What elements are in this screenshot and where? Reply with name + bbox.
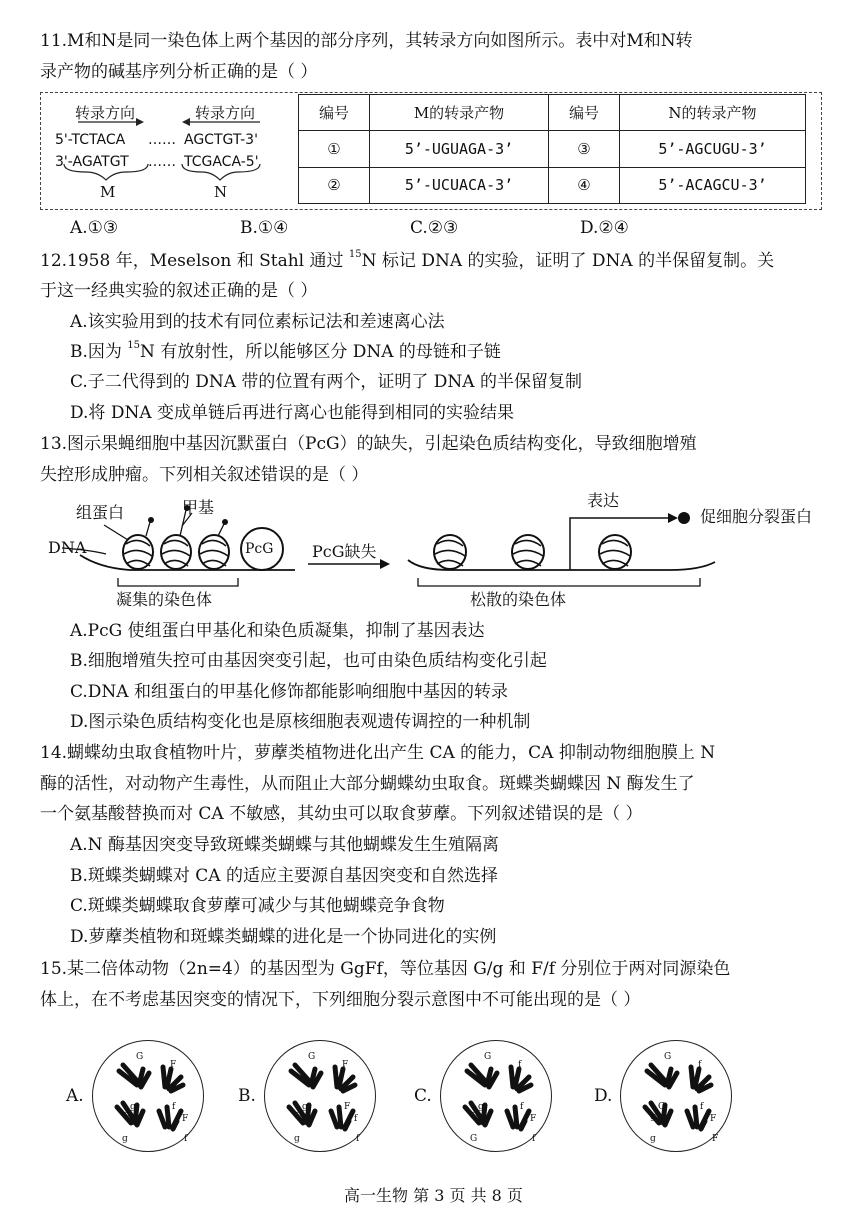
gene-label: g [294,1134,300,1144]
table-header-row [299,95,806,131]
table-cell: ① [299,131,370,168]
q13-option-c[interactable]: C.DNA 和组蛋白的甲基化修饰都能影响细胞中基因的转录 [70,682,508,702]
q12-stem-line1 [40,250,774,272]
gene-label: f [184,1134,188,1144]
table-cell: ④ [549,167,620,204]
q11-stem-line1: 11.M和N是同一染色体上两个基因的部分序列，其转录方向如图所示。表中对M和N转 [40,31,693,51]
gene-label: f [172,1102,176,1112]
q12-option-b[interactable] [70,341,501,363]
q14-stem-line2: 酶的活性，对动物产生毒性，从而阻止大部分蝴蝶幼虫取食。斑蝶类蝴蝶因 N 酶发生了 [40,774,695,794]
q13-option-a[interactable]: A.PcG 使组蛋白甲基化和染色质凝集，抑制了基因表达 [70,621,485,641]
q11-arrows [40,92,300,208]
gene-label: G [136,1052,144,1062]
q11-top-right-seq: AGCTGT-3' [184,132,258,148]
q12-option-c[interactable]: C.子二代得到的 DNA 带的位置有两个，证明了 DNA 的半保留复制 [70,372,582,392]
table-header: M的转录产物 [370,95,549,131]
gene-label: F [530,1114,537,1124]
gene-label: g [130,1102,136,1112]
gene-label: G [484,1052,492,1062]
table-cell: ③ [549,131,620,168]
gene-label: g [478,1102,484,1112]
q13-label-condensed: 凝集的染色体 [116,590,213,609]
gene-label: f [354,1114,358,1124]
q11-top-left-seq: 5'-TCTACA [55,132,126,148]
table-row [299,167,806,204]
table-cell: ② [299,167,370,204]
gene-label: F [344,1102,351,1112]
q11-option-d[interactable]: D.②④ [580,218,629,238]
q11-bottom-dots: …… [148,154,176,170]
q14-option-a[interactable]: A.N 酶基因突变导致斑蝶类蝴蝶与其他蝴蝶发生生殖隔离 [70,835,499,855]
gene-label: f [698,1060,702,1070]
nucleosome-icon [599,535,631,569]
gene-label: g [302,1102,308,1112]
nucleosome-icon [512,535,544,569]
q11-label-m: M [100,183,116,201]
gene-label: f [356,1134,360,1144]
gene-label: g [650,1112,656,1122]
q12-sup: 15 [348,249,362,260]
table-header: 编号 [299,95,370,131]
q13-label-histone: 组蛋白 [76,503,125,522]
q11-label-n: N [214,183,228,201]
table-header: 编号 [549,95,620,131]
q13-label-dna: DNA [48,538,87,557]
q14-stem-line1: 14.蝴蝶幼虫取食植物叶片，萝藦类植物进化出产生 CA 的能力，CA 抑制动物细胞膜上 N [40,743,716,763]
nucleosome-icon [199,519,229,569]
cell-option-label[interactable]: B. [238,1086,256,1106]
q14-option-b[interactable]: B.斑蝶类蝴蝶对 CA 的适应主要源自基因突变和自然选择 [70,866,498,886]
protein-dot-icon [678,512,690,524]
gene-label: F [342,1060,349,1070]
q12-option-b-a: B.因为 [70,342,128,362]
gene-label: F [182,1114,189,1124]
q13-label-methyl: 甲基 [182,498,215,517]
q13-label-pcg: PcG [245,541,274,557]
q11-dir-left: 转录方向 [75,104,136,122]
table-cell: 5’-ACAGCU-3’ [620,167,806,204]
gene-label: f [700,1102,704,1112]
q13-stem-line1: 13.图示果蝇细胞中基因沉默蛋白（PcG）的缺失，引起染色质结构变化，导致细胞增殖 [40,434,697,454]
q11-stem-line2: 录产物的碱基序列分析正确的是（ ） [40,62,318,82]
q11-bottom-left-seq: 3'-AGATGT [55,154,129,170]
gene-label: f [532,1134,536,1144]
q11-dir-right: 转录方向 [195,104,256,122]
gene-label: F [710,1114,717,1124]
gene-label: G [470,1112,478,1122]
gene-label: g [122,1134,128,1144]
q12-stem-a: 12.1958 年，Meselson 和 Stahl 通过 [40,251,349,271]
cell-option-label[interactable]: C. [414,1086,432,1106]
q12-option-b-sup: 15 [127,340,141,351]
q13-stem-line2: 失控形成肿瘤。下列相关叙述错误的是（ ） [40,465,369,485]
nucleosome-icon [123,517,154,569]
q11-option-c[interactable]: C.②③ [410,218,459,238]
q12-stem-b: N 标记 DNA 的实验，证明了 DNA 的半保留复制。关 [361,251,775,271]
q14-stem-line3: 一个氨基酸替换而对 CA 不敏感，其幼虫可以取食萝藦。下列叙述错误的是（ ） [40,804,643,824]
nucleosome-icon [434,535,466,569]
table-cell: 5’-UGUAGA-3’ [370,131,549,168]
q13-arrow-label: PcG缺失 [312,542,377,561]
q13-label-protein: 促细胞分裂蛋白 [700,507,813,526]
q15-stem-line1: 15.某二倍体动物（2n=4）的基因型为 GgFf，等位基因 G/g 和 F/f 分别位于两对同源染色 [40,959,731,979]
gene-label: G [664,1052,672,1062]
cell-option-label[interactable]: A. [66,1086,84,1106]
gene-label: f [518,1060,522,1070]
q13-option-b[interactable]: B.细胞增殖失控可由基因突变引起，也可由染色质结构变化引起 [70,651,547,671]
gene-label: G [470,1134,478,1144]
cell-option-label[interactable]: D. [594,1086,613,1106]
q11-option-b[interactable]: B.①④ [240,218,289,238]
q15-stem-line2: 体上，在不考虑基因突变的情况下，下列细胞分裂示意图中不可能出现的是（ ） [40,990,641,1010]
q12-stem-line2: 于这一经典实验的叙述正确的是（ ） [40,281,318,301]
gene-label: f [520,1102,524,1112]
table-cell: 5’-AGCUGU-3’ [620,131,806,168]
q12-option-a[interactable]: A.该实验用到的技术有同位素标记法和差速离心法 [70,312,445,332]
gene-label: G [308,1052,316,1062]
gene-label: G [122,1112,130,1122]
q13-label-loose: 松散的染色体 [470,590,567,609]
gene-label: F [712,1134,719,1144]
table-header: N的转录产物 [620,95,806,131]
q11-bottom-right-seq: TCGACA-5' [184,154,259,170]
q13-option-d[interactable]: D.图示染色质结构变化也是原核细胞表观遗传调控的一种机制 [70,712,531,732]
q11-table [298,94,806,204]
q14-option-c[interactable]: C.斑蝶类蝴蝶取食萝藦可减少与其他蝴蝶竞争食物 [70,896,445,916]
q11-option-a[interactable]: A.①③ [70,218,119,238]
gene-label: G [294,1112,302,1122]
q11-top-dots: …… [148,132,176,148]
q14-option-d[interactable]: D.萝藦类植物和斑蝶类蝴蝶的进化是一个协同进化的实例 [70,927,497,947]
gene-label: F [170,1060,177,1070]
q11-options [70,217,750,239]
gene-label: G [658,1102,666,1112]
q12-option-b-b: N 有放射性，所以能够区分 DNA 的母链和子链 [140,342,501,362]
table-row [299,131,806,168]
gene-label: g [650,1134,656,1144]
page-footer: 高一生物 第 3 页 共 8 页 [344,1186,523,1205]
q12-option-d[interactable]: D.将 DNA 变成单链后再进行离心也能得到相同的实验结果 [70,403,515,423]
q13-label-express: 表达 [587,491,620,510]
table-cell: 5’-UCUACA-3’ [370,167,549,204]
